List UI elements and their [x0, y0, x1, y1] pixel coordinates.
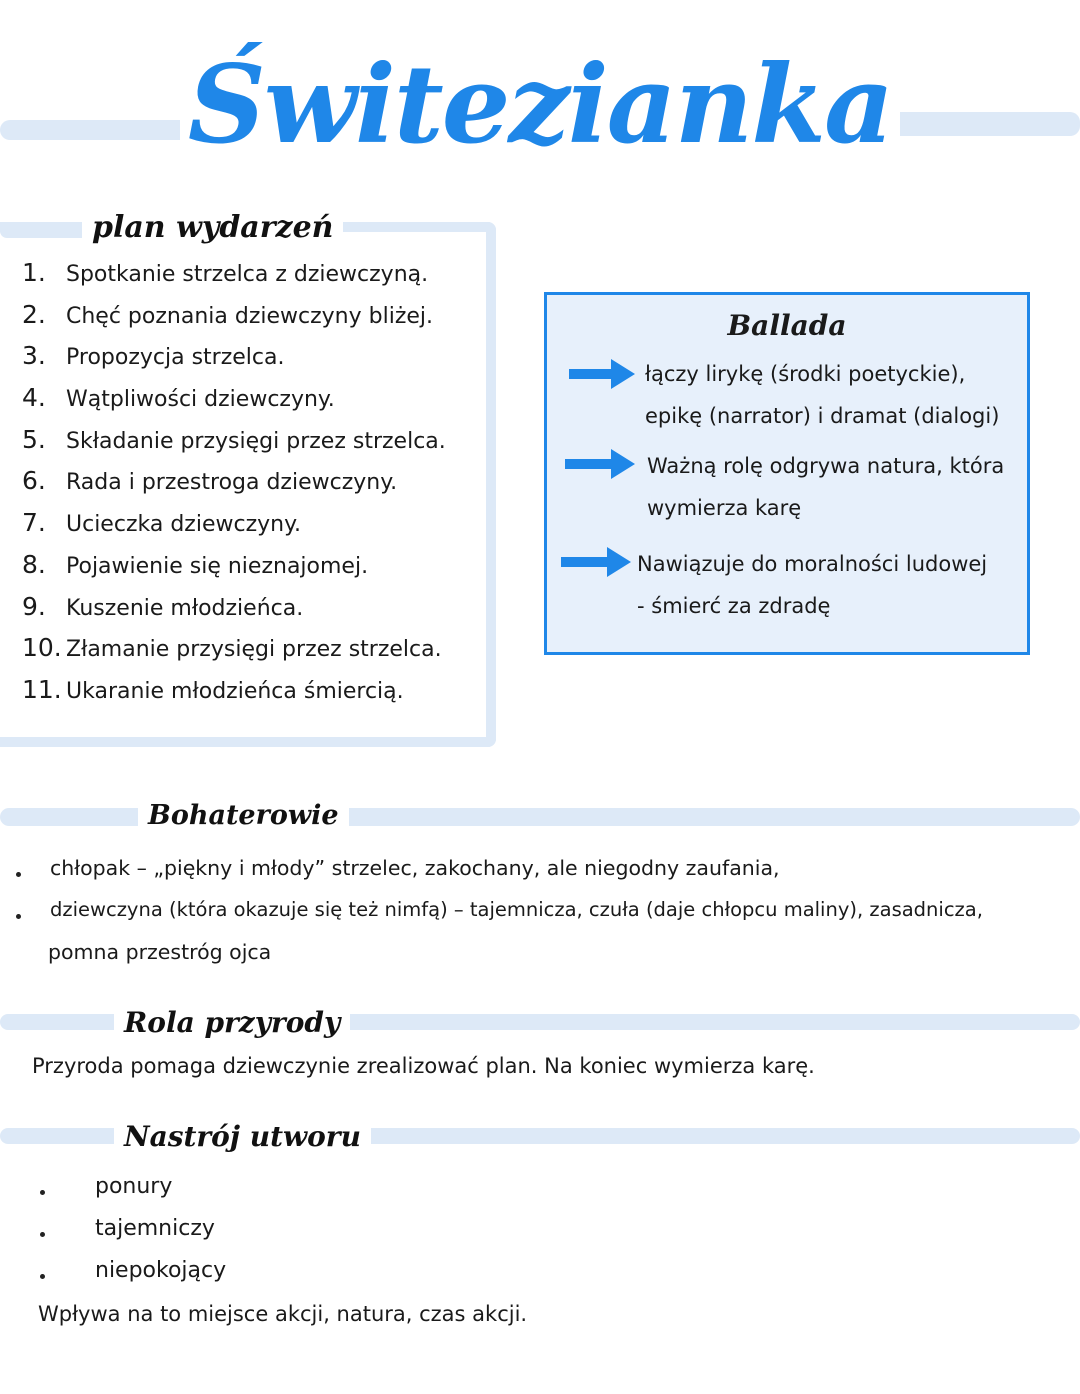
bohaterowie-heading: Bohaterowie	[138, 796, 349, 836]
mood-item: niepokojący	[95, 1258, 227, 1283]
bullet-icon	[16, 914, 21, 919]
bullet-icon	[40, 1274, 45, 1279]
list-item: 11. Ukaranie młodzieńca śmiercią.	[22, 674, 404, 704]
mood-item: ponury	[95, 1174, 173, 1199]
list-item: 4. Wątpliwości dziewczyny.	[22, 383, 335, 413]
ballada-item-2: Ważną rolę odgrywa natura, która wymierza karę	[647, 454, 1005, 520]
list-item: 10. Złamanie przysięgi przez strzelca.	[22, 633, 442, 663]
bullet-icon	[40, 1232, 45, 1237]
ballada-item-1: łączy lirykę (środki poetyckie), epikę (narrator) i dramat (dialogi)	[645, 362, 1000, 428]
plan-heading: plan wydarzeń	[82, 206, 343, 250]
hero-chlopak: chłopak – „piękny i młody” strzelec, zakochany, ale niegodny zaufania,	[50, 856, 780, 880]
list-item: 6. Rada i przestroga dziewczyny.	[22, 466, 398, 496]
rola-heading: Rola przyrody	[114, 1002, 350, 1044]
list-item: 1. Spotkanie strzelca z dziewczyną.	[22, 258, 429, 287]
arrow-right-icon	[565, 449, 635, 479]
page-title: Świtezianka	[180, 40, 900, 170]
arrow-right-icon	[561, 547, 631, 577]
rola-text: Przyroda pomaga dziewczynie zrealizować plan. Na koniec wymierza karę.	[32, 1054, 815, 1078]
ballada-item-3: Nawiązuje do moralności ludowej - śmierć za zdradę	[637, 552, 988, 618]
list-item: 9. Kuszenie młodzieńca.	[22, 591, 304, 621]
nastroj-note: Wpływa na to miejsce akcji, natura, czas akcji.	[38, 1302, 528, 1326]
plan-list	[22, 252, 492, 711]
list-item: 7. Ucieczka dziewczyny.	[22, 508, 301, 538]
hero-dziewczyna-cont: pomna przestróg ojca	[48, 940, 272, 964]
arrow-right-icon	[569, 359, 635, 389]
list-item: 3. Propozycja strzelca.	[22, 341, 285, 371]
nastroj-heading: Nastrój utworu	[114, 1116, 371, 1158]
ballada-box	[544, 292, 1030, 655]
list-item: 5. Składanie przysięgi przez strzelca.	[22, 424, 446, 454]
bullet-icon	[40, 1190, 45, 1195]
mood-item: tajemniczy	[95, 1216, 215, 1241]
list-item: 2. Chęć poznania dziewczyny bliżej.	[22, 299, 434, 329]
hero-dziewczyna: dziewczyna (która okazuje się też nimfą) – tajemnicza, czuła (daje chłopcu maliny), zasadnicza,	[50, 898, 983, 921]
ballada-heading: Ballada	[727, 309, 847, 342]
bullet-icon	[16, 872, 21, 877]
list-item: 8. Pojawienie się nieznajomej.	[22, 549, 369, 579]
